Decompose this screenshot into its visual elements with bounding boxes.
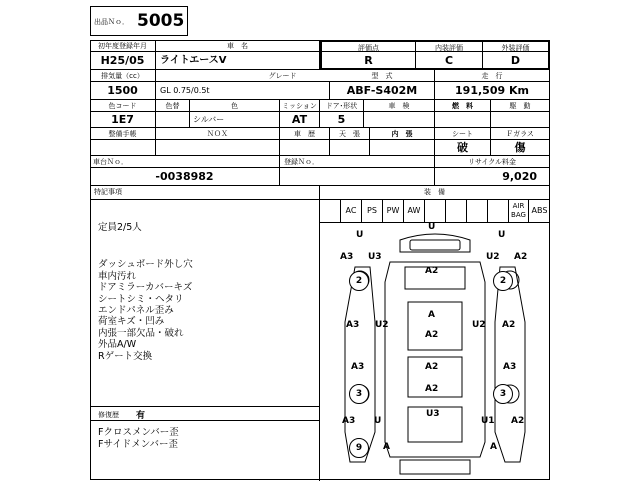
note-line: 車内汚れ xyxy=(98,270,137,282)
recycle-value: 9,020 xyxy=(435,168,550,186)
note-line: 定員2/5人 xyxy=(98,222,142,233)
history-value xyxy=(280,140,330,156)
equip-blank xyxy=(425,200,446,222)
note-line: 外品A/W xyxy=(98,339,137,351)
interior-value: C xyxy=(416,52,483,70)
mission-header: ミッション xyxy=(280,100,320,112)
equip-blank xyxy=(320,200,341,222)
inspection-header: 車 検 xyxy=(364,100,435,112)
damage-mark: A3 xyxy=(351,362,365,372)
damage-mark: A xyxy=(428,310,435,320)
history-header: 車 歴 xyxy=(280,128,330,140)
damage-mark: U3 xyxy=(426,409,440,419)
auction-sheet xyxy=(90,0,550,480)
fuel-header: 燃 料 xyxy=(435,100,491,112)
damage-mark: A2 xyxy=(425,384,439,394)
equip-blank xyxy=(488,200,509,222)
equip-pw: PW xyxy=(383,200,404,222)
nox-header: ＮＯＸ xyxy=(156,128,280,140)
repair-divider xyxy=(90,420,319,421)
damage-mark: U2 xyxy=(375,320,389,330)
damage-mark: U xyxy=(374,416,382,426)
car-name-value: ライトエースV xyxy=(156,52,320,70)
note-line: ダッシュボード外し穴 xyxy=(98,259,193,271)
repair-value: 有 xyxy=(136,411,146,421)
grade-header: グレード xyxy=(156,70,410,82)
equip-ac: AC xyxy=(341,200,362,222)
note-line: シートシミ・ヘタリ xyxy=(98,293,184,305)
mileage-header: 走 行 xyxy=(435,70,550,82)
color-code-value: 1E7 xyxy=(90,112,156,128)
notes-header: 特記事項 xyxy=(90,186,320,200)
lot-number: 5005 xyxy=(137,11,185,31)
damage-mark: U3 xyxy=(368,252,382,262)
seat-value: 破 xyxy=(435,140,491,156)
interior-trim-header: 内 張 xyxy=(370,128,435,140)
mission-value: AT xyxy=(280,112,320,128)
damage-mark: A2 xyxy=(511,416,525,426)
model-header: 型 式 xyxy=(330,70,435,82)
damage-mark: A3 xyxy=(342,416,356,426)
repair-line: Fクロスメンバー歪 xyxy=(98,427,179,438)
damage-mark-circled: 3 xyxy=(493,384,513,404)
damage-mark: A2 xyxy=(425,362,439,372)
equip-ps: PS xyxy=(362,200,383,222)
equipment-row xyxy=(320,200,550,223)
damage-mark: A2 xyxy=(425,266,439,276)
model-value: ABF-S402M xyxy=(330,82,435,100)
damage-mark: A2 xyxy=(514,252,528,262)
doors-header: ドア･形状 xyxy=(320,100,364,112)
damage-mark: A3 xyxy=(346,320,360,330)
damage-mark-circled: 2 xyxy=(349,271,369,291)
note-line: ドアミラーカバーキズ xyxy=(98,282,193,294)
damage-mark: U2 xyxy=(486,252,500,262)
fglass-header: Ｆガラス xyxy=(491,128,550,140)
equip-abs: ABS xyxy=(531,206,548,215)
repair-label: 修復歴 xyxy=(98,411,119,419)
inspection-value xyxy=(364,112,435,128)
exterior-value: D xyxy=(483,52,550,70)
color-header: 色 xyxy=(190,100,280,112)
interior-trim-value xyxy=(370,140,435,156)
lot-label: 出品Ｎｏ． xyxy=(94,18,129,26)
lot-number-box xyxy=(90,6,188,36)
damage-mark: A xyxy=(490,442,497,452)
first-reg-value: H25/05 xyxy=(90,52,156,70)
seat-header: シート xyxy=(435,128,491,140)
fglass-value: 傷 xyxy=(491,140,550,156)
color-change-value xyxy=(156,112,190,128)
equipment-header: 装 備 xyxy=(320,186,550,200)
chassis-header: 車台Ｎｏ． xyxy=(90,156,280,168)
repair-line: Fサイドメンバー歪 xyxy=(98,439,179,450)
damage-mark: A3 xyxy=(340,252,354,262)
damage-mark-circled: 3 xyxy=(349,384,369,404)
nox-value xyxy=(156,140,280,156)
repair-section xyxy=(90,406,320,481)
damage-mark: A2 xyxy=(502,320,516,330)
note-line: 荷室キズ・凹み xyxy=(98,316,165,328)
exterior-header: 外装評価 xyxy=(483,40,550,52)
first-reg-header: 初年度登録年月 xyxy=(90,40,156,52)
note-line: 内張一部欠品・破れ xyxy=(98,327,184,339)
equip-blank xyxy=(467,200,488,222)
drive-value xyxy=(491,112,550,128)
damage-mark: U xyxy=(498,230,506,240)
color-value: シルバー xyxy=(190,112,280,128)
damage-mark: A2 xyxy=(425,330,439,340)
damage-mark: A xyxy=(383,442,390,452)
damage-mark: U xyxy=(428,222,436,232)
note-line: エンドパネル歪み xyxy=(98,305,174,317)
equip-blank xyxy=(446,200,467,222)
color-change-header: 色替 xyxy=(156,100,190,112)
displacement-value: 1500 xyxy=(90,82,156,100)
equip-aw: AW xyxy=(404,200,425,222)
damage-mark: U2 xyxy=(472,320,486,330)
damage-mark-circled: 9 xyxy=(349,438,369,458)
score-header: 評価点 xyxy=(320,40,416,52)
manual-header: 整備手帳 xyxy=(90,128,156,140)
equip-airbag: AIR BAG xyxy=(509,200,529,222)
color-code-header: 色コード xyxy=(90,100,156,112)
damage-mark: U1 xyxy=(481,416,495,426)
note-line: Rゲート交換 xyxy=(98,350,153,362)
damage-mark: U xyxy=(356,230,364,240)
chassis-value: -0038982 xyxy=(90,168,280,186)
car-name-header: 車 名 xyxy=(156,40,320,52)
interior-header: 内装評価 xyxy=(416,40,483,52)
notes-lines xyxy=(98,222,308,362)
sunroof-value xyxy=(330,140,370,156)
doors-value: 5 xyxy=(320,112,364,128)
note-line xyxy=(98,233,308,244)
grade-value: GL 0.75/0.5t xyxy=(156,82,330,100)
sunroof-header: 天 張 xyxy=(330,128,370,140)
damage-mark: A3 xyxy=(503,362,517,372)
drive-header: 駆 動 xyxy=(491,100,550,112)
recycle-header: リサイクル料金 xyxy=(435,156,550,168)
manual-value xyxy=(90,140,156,156)
reg-header: 登録Ｎｏ． xyxy=(280,156,435,168)
damage-mark-circled: 2 xyxy=(493,271,513,291)
score-value: R xyxy=(320,52,416,70)
fuel-value xyxy=(435,112,491,128)
displacement-header: 排気量（cc） xyxy=(90,70,156,82)
reg-value xyxy=(280,168,435,186)
mileage-value: 191,509 Km xyxy=(435,82,550,100)
